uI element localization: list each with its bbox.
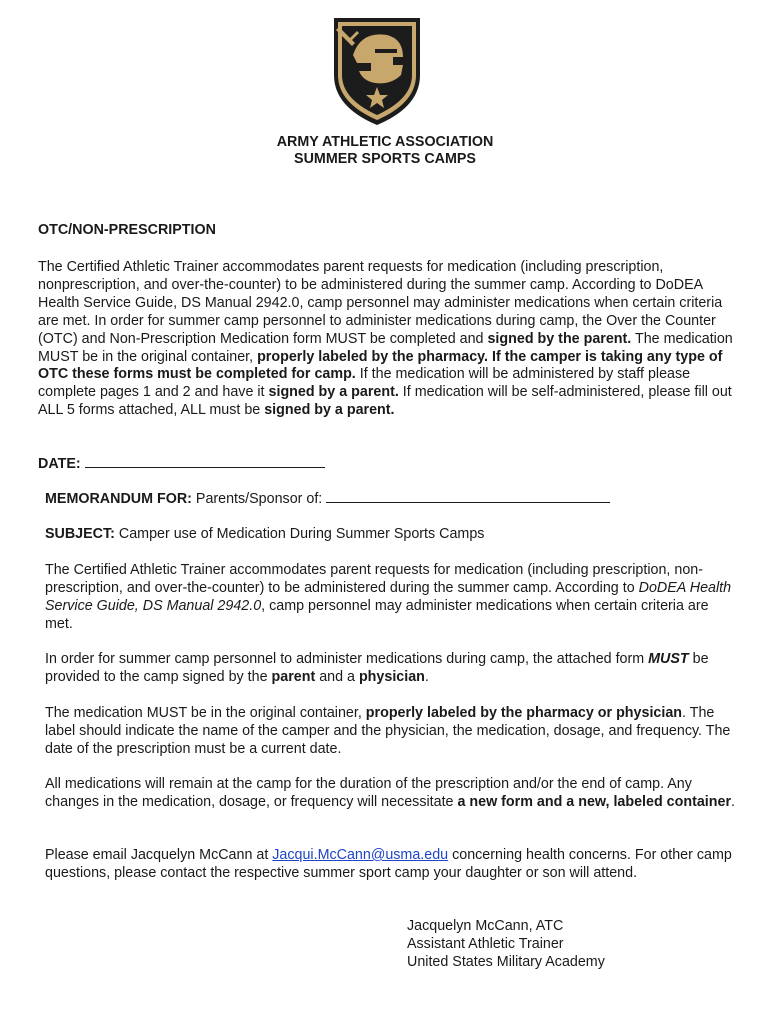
contact-email-link[interactable]: Jacqui.McCann@usma.edu (272, 847, 449, 863)
date-line (38, 455, 738, 474)
otc-paragraph: The Certified Athletic Trainer accommodates parent requests for medication (including prescription, nonprescription, and over-the-counter) to be administered during the summer camp. According to DoDEA Health Service Guide, DS Manual 2942.0, camp personnel may administer medications when certain criteria are met. In order for summer camp personnel to administer medications during camp, the Over the Counter (OTC) and Non-Prescription Medication form MUST be completed and signed by the parent. The medication MUST be in the original container, properly labeled by the pharmacy. If the camper is taking any type of OTC these forms must be completed for camp. If the medication will be administered by staff please complete pages 1 and 2 and have it signed by a parent. If medication will be self-administered, please fill out ALL 5 forms attached, ALL must be signed by a parent. (38, 259, 733, 419)
signature-name: Jacquelyn McCann, ATC (407, 918, 564, 934)
memo-paragraph-1: The Certified Athletic Trainer accommodates parent requests for medication (including prescription, non-prescription, and over-the-counter) to be administered during the summer camp. According to DoDEA Health Service Guide, DS Manual 2942.0, camp personnel may administer medications when certain criteria are met. (45, 562, 732, 632)
date-label: DATE: (38, 456, 81, 472)
date-field[interactable] (85, 455, 325, 468)
memo-paragraph-2: In order for summer camp personnel to administer medications during camp, the attached form MUST be provided to the camp signed by the parent and a physician. (45, 651, 709, 685)
otc-heading: OTC/NON-PRESCRIPTION (38, 222, 216, 238)
memorandum-for-line (45, 490, 735, 509)
army-logo (331, 15, 423, 127)
memorandum-for-value: Parents/Sponsor of: (195, 491, 323, 507)
signature-block (407, 918, 737, 972)
signature-org: United States Military Academy (407, 953, 605, 970)
subject-line (45, 526, 735, 544)
subject-value: Camper use of Medication During Summer Sports Camps (118, 526, 485, 542)
memo-paragraph-4: All medications will remain at the camp for the duration of the prescription and/or the end of camp. Any changes in the medication, dosage, or frequency will necessitate a new form and a new, labeled container. (45, 776, 736, 810)
army-black-knight-shield-icon (331, 15, 423, 127)
signature-title: Assistant Athletic Trainer (407, 935, 564, 952)
memo-paragraph-5: Please email Jacquelyn McCann at Jacqui.McCann@usma.edu concerning health concerns. For other camp questions, please contact the respective summer sport camp your daughter or son will attend. (45, 847, 732, 881)
program-name: SUMMER SPORTS CAMPS (294, 151, 476, 167)
memorandum-for-label: MEMORANDUM FOR: (45, 491, 192, 507)
org-name: ARMY ATHLETIC ASSOCIATION (276, 134, 494, 150)
memo-paragraph-3: The medication MUST be in the original container, properly labeled by the pharmacy or physician. The label should indicate the name of the camper and the physician, the medication, dosage, and frequency. The date of the prescription must be a current date. (45, 705, 731, 757)
subject-label: SUBJECT: (45, 526, 115, 542)
sponsor-name-field[interactable] (326, 490, 610, 503)
